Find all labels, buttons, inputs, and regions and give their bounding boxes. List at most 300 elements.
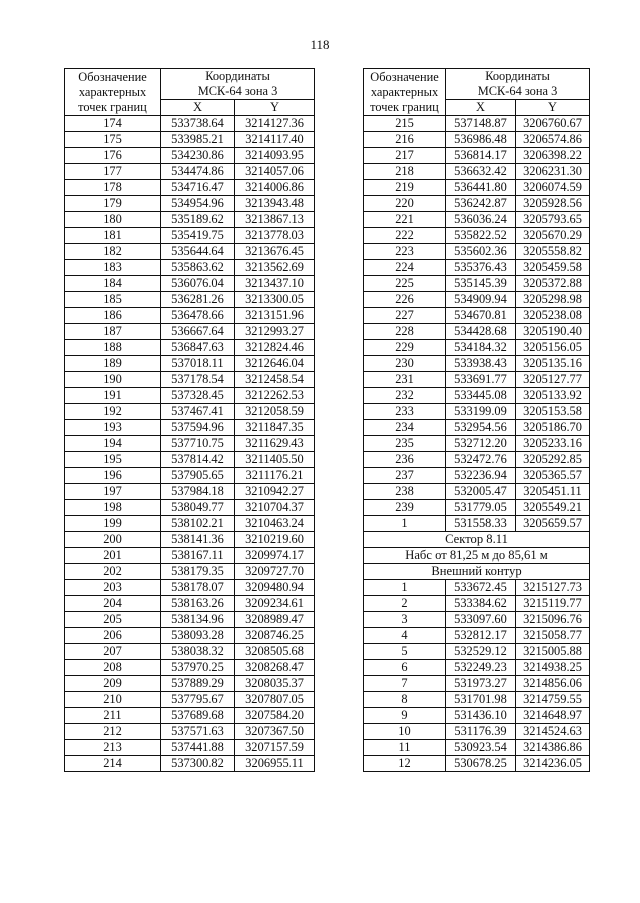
- x-coordinate-cell: 537018.11: [161, 356, 235, 372]
- table-row: [364, 372, 590, 388]
- table-row: [65, 420, 315, 436]
- point-id-cell: 225: [364, 276, 446, 292]
- point-id-cell: 11: [364, 740, 446, 756]
- x-coordinate-cell: 534184.32: [446, 340, 516, 356]
- x-coordinate-cell: 534716.47: [161, 180, 235, 196]
- point-id-cell: 196: [65, 468, 161, 484]
- point-id-cell: 189: [65, 356, 161, 372]
- x-coordinate-cell: 531779.05: [446, 500, 516, 516]
- x-coordinate-cell: 536281.26: [161, 292, 235, 308]
- y-coordinate-cell: 3205133.92: [516, 388, 590, 404]
- x-coordinate-cell: 538178.07: [161, 580, 235, 596]
- y-coordinate-cell: 3210463.24: [235, 516, 315, 532]
- x-coordinate-cell: 536478.66: [161, 308, 235, 324]
- x-coordinate-cell: 537594.96: [161, 420, 235, 436]
- x-coordinate-cell: 537905.65: [161, 468, 235, 484]
- point-id-cell: 6: [364, 660, 446, 676]
- x-coordinate-cell: 533691.77: [446, 372, 516, 388]
- table-row: [65, 500, 315, 516]
- point-id-cell: 217: [364, 148, 446, 164]
- x-coordinate-cell: 537814.42: [161, 452, 235, 468]
- y-coordinate-cell: 3205549.21: [516, 500, 590, 516]
- table-row: [65, 260, 315, 276]
- point-id-cell: 223: [364, 244, 446, 260]
- point-id-cell: 181: [65, 228, 161, 244]
- x-coordinate-cell: 530923.54: [446, 740, 516, 756]
- y-coordinate-cell: 3210942.27: [235, 484, 315, 500]
- y-coordinate-cell: 3208268.47: [235, 660, 315, 676]
- point-id-cell: 176: [65, 148, 161, 164]
- table-row: [364, 340, 590, 356]
- x-coordinate-cell: 536076.04: [161, 276, 235, 292]
- y-coordinate-cell: 3205135.16: [516, 356, 590, 372]
- y-coordinate-cell: 3207807.05: [235, 692, 315, 708]
- x-coordinate-cell: 533938.43: [446, 356, 516, 372]
- x-coordinate-cell: 531176.39: [446, 724, 516, 740]
- x-coordinate-cell: 534670.81: [446, 308, 516, 324]
- x-coordinate-cell: 537178.54: [161, 372, 235, 388]
- x-coordinate-cell: 537300.82: [161, 756, 235, 772]
- point-id-cell: 211: [65, 708, 161, 724]
- x-coordinate-cell: 538134.96: [161, 612, 235, 628]
- x-coordinate-cell: 532954.56: [446, 420, 516, 436]
- x-coordinate-cell: 537689.68: [161, 708, 235, 724]
- point-id-cell: 1: [364, 580, 446, 596]
- x-coordinate-cell: 532712.20: [446, 436, 516, 452]
- table-row: [364, 628, 590, 644]
- table-row: [364, 708, 590, 724]
- y-coordinate-cell: 3214524.63: [516, 724, 590, 740]
- x-coordinate-cell: 535419.75: [161, 228, 235, 244]
- table-row: [364, 132, 590, 148]
- point-id-cell: 221: [364, 212, 446, 228]
- point-id-cell: 3: [364, 612, 446, 628]
- coordinates-table-right: [363, 68, 590, 772]
- point-id-cell: 187: [65, 324, 161, 340]
- contour-label: Внешний контур: [364, 564, 590, 580]
- y-coordinate-cell: 3214093.95: [235, 148, 315, 164]
- table-row: [364, 756, 590, 772]
- table-row: [364, 292, 590, 308]
- y-coordinate-cell: 3215119.77: [516, 596, 590, 612]
- y-coordinate-cell: 3214759.55: [516, 692, 590, 708]
- y-coordinate-cell: 3207157.59: [235, 740, 315, 756]
- point-id-cell: 2: [364, 596, 446, 612]
- y-coordinate-cell: 3205156.05: [516, 340, 590, 356]
- x-coordinate-cell: 537467.41: [161, 404, 235, 420]
- point-id-cell: 237: [364, 468, 446, 484]
- table-row: [65, 596, 315, 612]
- x-coordinate-cell: 537889.29: [161, 676, 235, 692]
- table-row: [65, 628, 315, 644]
- y-coordinate-cell: 3206398.22: [516, 148, 590, 164]
- point-id-cell: 8: [364, 692, 446, 708]
- x-coordinate-cell: 538141.36: [161, 532, 235, 548]
- x-coordinate-cell: 530678.25: [446, 756, 516, 772]
- table-row: [65, 724, 315, 740]
- point-id-cell: 229: [364, 340, 446, 356]
- y-coordinate-cell: 3205793.65: [516, 212, 590, 228]
- y-coordinate-cell: 3215005.88: [516, 644, 590, 660]
- table-row: [65, 580, 315, 596]
- table-row: [364, 324, 590, 340]
- point-id-cell: 202: [65, 564, 161, 580]
- y-coordinate-cell: 3206074.59: [516, 180, 590, 196]
- y-coordinate-cell: 3205298.98: [516, 292, 590, 308]
- x-coordinate-cell: 537571.63: [161, 724, 235, 740]
- x-coordinate-cell: 538167.11: [161, 548, 235, 564]
- table-row: [65, 164, 315, 180]
- y-coordinate-cell: 3205670.29: [516, 228, 590, 244]
- point-id-cell: 231: [364, 372, 446, 388]
- y-coordinate-cell: 3213562.69: [235, 260, 315, 276]
- y-coordinate-cell: 3209234.61: [235, 596, 315, 612]
- table-row: [364, 148, 590, 164]
- y-coordinate-cell: 3206955.11: [235, 756, 315, 772]
- header-x: X: [161, 100, 235, 116]
- table-row: [65, 372, 315, 388]
- table-row: [364, 516, 590, 532]
- header-coordinates: Координаты МСК-64 зона 3: [161, 69, 315, 100]
- y-coordinate-cell: 3205451.11: [516, 484, 590, 500]
- point-id-cell: 191: [65, 388, 161, 404]
- table-row: [65, 388, 315, 404]
- table-row: [65, 452, 315, 468]
- table-row: [364, 436, 590, 452]
- y-coordinate-cell: 3206760.67: [516, 116, 590, 132]
- x-coordinate-cell: 538179.35: [161, 564, 235, 580]
- x-coordinate-cell: 537984.18: [161, 484, 235, 500]
- point-id-cell: 199: [65, 516, 161, 532]
- table-row: [65, 228, 315, 244]
- x-coordinate-cell: 538163.26: [161, 596, 235, 612]
- table-row: [65, 436, 315, 452]
- x-coordinate-cell: 535189.62: [161, 212, 235, 228]
- point-id-cell: 205: [65, 612, 161, 628]
- y-coordinate-cell: 3212824.46: [235, 340, 315, 356]
- header-x: X: [446, 100, 516, 116]
- table-row: [364, 356, 590, 372]
- y-coordinate-cell: 3205928.56: [516, 196, 590, 212]
- table-row: [65, 564, 315, 580]
- point-id-cell: 230: [364, 356, 446, 372]
- table-row: [364, 548, 590, 564]
- table-row: [65, 276, 315, 292]
- point-id-cell: 219: [364, 180, 446, 196]
- table-row: [65, 244, 315, 260]
- point-id-cell: 212: [65, 724, 161, 740]
- table-row: [65, 516, 315, 532]
- y-coordinate-cell: 3205459.58: [516, 260, 590, 276]
- point-id-cell: 207: [65, 644, 161, 660]
- x-coordinate-cell: 533097.60: [446, 612, 516, 628]
- y-coordinate-cell: 3207367.50: [235, 724, 315, 740]
- point-id-cell: 186: [65, 308, 161, 324]
- point-id-cell: 178: [65, 180, 161, 196]
- x-coordinate-cell: 534474.86: [161, 164, 235, 180]
- table-row: [364, 244, 590, 260]
- y-coordinate-cell: 3211176.21: [235, 468, 315, 484]
- x-coordinate-cell: 535863.62: [161, 260, 235, 276]
- x-coordinate-cell: 536847.63: [161, 340, 235, 356]
- point-id-cell: 233: [364, 404, 446, 420]
- x-coordinate-cell: 538038.32: [161, 644, 235, 660]
- x-coordinate-cell: 536632.42: [446, 164, 516, 180]
- point-id-cell: 216: [364, 132, 446, 148]
- y-coordinate-cell: 3214006.86: [235, 180, 315, 196]
- point-id-cell: 177: [65, 164, 161, 180]
- point-id-cell: 183: [65, 260, 161, 276]
- x-coordinate-cell: 536667.64: [161, 324, 235, 340]
- y-coordinate-cell: 3213867.13: [235, 212, 315, 228]
- x-coordinate-cell: 535822.52: [446, 228, 516, 244]
- point-id-cell: 203: [65, 580, 161, 596]
- point-id-cell: 195: [65, 452, 161, 468]
- point-id-cell: 228: [364, 324, 446, 340]
- y-coordinate-cell: 3208505.68: [235, 644, 315, 660]
- header-point-designation: Обозначение характерных точек границ: [65, 69, 161, 116]
- x-coordinate-cell: 534428.68: [446, 324, 516, 340]
- point-id-cell: 236: [364, 452, 446, 468]
- table-row: [364, 196, 590, 212]
- point-id-cell: 7: [364, 676, 446, 692]
- x-coordinate-cell: 537970.25: [161, 660, 235, 676]
- y-coordinate-cell: 3205186.70: [516, 420, 590, 436]
- point-id-cell: 10: [364, 724, 446, 740]
- x-coordinate-cell: 537795.67: [161, 692, 235, 708]
- point-id-cell: 206: [65, 628, 161, 644]
- y-coordinate-cell: 3215096.76: [516, 612, 590, 628]
- point-id-cell: 201: [65, 548, 161, 564]
- y-coordinate-cell: 3211405.50: [235, 452, 315, 468]
- y-coordinate-cell: 3212646.04: [235, 356, 315, 372]
- y-coordinate-cell: 3205127.77: [516, 372, 590, 388]
- table-row: [65, 324, 315, 340]
- x-coordinate-cell: 536242.87: [446, 196, 516, 212]
- point-id-cell: 213: [65, 740, 161, 756]
- table-row: [364, 724, 590, 740]
- y-coordinate-cell: 3205233.16: [516, 436, 590, 452]
- table-row: [364, 404, 590, 420]
- y-coordinate-cell: 3214127.36: [235, 116, 315, 132]
- point-id-cell: 224: [364, 260, 446, 276]
- y-coordinate-cell: 3213300.05: [235, 292, 315, 308]
- x-coordinate-cell: 531436.10: [446, 708, 516, 724]
- y-coordinate-cell: 3214236.05: [516, 756, 590, 772]
- point-id-cell: 208: [65, 660, 161, 676]
- x-coordinate-cell: 533384.62: [446, 596, 516, 612]
- sector-height-range: Набс от 81,25 м до 85,61 м: [364, 548, 590, 564]
- header-y: Y: [516, 100, 590, 116]
- y-coordinate-cell: 3212058.59: [235, 404, 315, 420]
- table-row: [364, 420, 590, 436]
- table-row: [364, 212, 590, 228]
- table-row: [65, 180, 315, 196]
- x-coordinate-cell: 531558.33: [446, 516, 516, 532]
- y-coordinate-cell: 3215058.77: [516, 628, 590, 644]
- y-coordinate-cell: 3214057.06: [235, 164, 315, 180]
- x-coordinate-cell: 532529.12: [446, 644, 516, 660]
- y-coordinate-cell: 3214386.86: [516, 740, 590, 756]
- y-coordinate-cell: 3207584.20: [235, 708, 315, 724]
- y-coordinate-cell: 3209480.94: [235, 580, 315, 596]
- y-coordinate-cell: 3212262.53: [235, 388, 315, 404]
- table-row: [364, 692, 590, 708]
- table-row: [364, 228, 590, 244]
- point-id-cell: 1: [364, 516, 446, 532]
- x-coordinate-cell: 538049.77: [161, 500, 235, 516]
- x-coordinate-cell: 533738.64: [161, 116, 235, 132]
- point-id-cell: 179: [65, 196, 161, 212]
- y-coordinate-cell: 3205365.57: [516, 468, 590, 484]
- header-point-designation: Обозначение характерных точек границ: [364, 69, 446, 116]
- table-row: [364, 180, 590, 196]
- point-id-cell: 226: [364, 292, 446, 308]
- y-coordinate-cell: 3209974.17: [235, 548, 315, 564]
- table-row: [65, 612, 315, 628]
- point-id-cell: 174: [65, 116, 161, 132]
- coordinates-table-left: [64, 68, 315, 772]
- x-coordinate-cell: 535602.36: [446, 244, 516, 260]
- point-id-cell: 204: [65, 596, 161, 612]
- table-row: [65, 132, 315, 148]
- point-id-cell: 175: [65, 132, 161, 148]
- table-row: [65, 756, 315, 772]
- x-coordinate-cell: 533985.21: [161, 132, 235, 148]
- x-coordinate-cell: 532812.17: [446, 628, 516, 644]
- point-id-cell: 227: [364, 308, 446, 324]
- x-coordinate-cell: 535644.64: [161, 244, 235, 260]
- sector-title: Сектор 8.11: [364, 532, 590, 548]
- table-row: [364, 644, 590, 660]
- point-id-cell: 197: [65, 484, 161, 500]
- header-y: Y: [235, 100, 315, 116]
- x-coordinate-cell: 536814.17: [446, 148, 516, 164]
- point-id-cell: 215: [364, 116, 446, 132]
- y-coordinate-cell: 3214117.40: [235, 132, 315, 148]
- x-coordinate-cell: 532005.47: [446, 484, 516, 500]
- table-row: [65, 356, 315, 372]
- x-coordinate-cell: 533672.45: [446, 580, 516, 596]
- table-row: [364, 452, 590, 468]
- y-coordinate-cell: 3212458.54: [235, 372, 315, 388]
- y-coordinate-cell: 3205292.85: [516, 452, 590, 468]
- table-row: [65, 212, 315, 228]
- y-coordinate-cell: 3205558.82: [516, 244, 590, 260]
- x-coordinate-cell: 537148.87: [446, 116, 516, 132]
- point-id-cell: 235: [364, 436, 446, 452]
- table-row: [65, 116, 315, 132]
- table-row: [364, 564, 590, 580]
- y-coordinate-cell: 3214648.97: [516, 708, 590, 724]
- table-row: [65, 340, 315, 356]
- x-coordinate-cell: 536441.80: [446, 180, 516, 196]
- x-coordinate-cell: 531701.98: [446, 692, 516, 708]
- y-coordinate-cell: 3211629.43: [235, 436, 315, 452]
- table-row: [65, 548, 315, 564]
- y-coordinate-cell: 3208746.25: [235, 628, 315, 644]
- table-row: [364, 596, 590, 612]
- y-coordinate-cell: 3210704.37: [235, 500, 315, 516]
- point-id-cell: 238: [364, 484, 446, 500]
- table-row: [65, 692, 315, 708]
- table-row: [65, 308, 315, 324]
- y-coordinate-cell: 3213676.45: [235, 244, 315, 260]
- y-coordinate-cell: 3213943.48: [235, 196, 315, 212]
- y-coordinate-cell: 3213778.03: [235, 228, 315, 244]
- x-coordinate-cell: 531973.27: [446, 676, 516, 692]
- point-id-cell: 192: [65, 404, 161, 420]
- x-coordinate-cell: 538093.28: [161, 628, 235, 644]
- point-id-cell: 200: [65, 532, 161, 548]
- point-id-cell: 214: [65, 756, 161, 772]
- y-coordinate-cell: 3209727.70: [235, 564, 315, 580]
- point-id-cell: 9: [364, 708, 446, 724]
- x-coordinate-cell: 536036.24: [446, 212, 516, 228]
- y-coordinate-cell: 3215127.73: [516, 580, 590, 596]
- x-coordinate-cell: 533445.08: [446, 388, 516, 404]
- table-row: [364, 580, 590, 596]
- table-row: [364, 116, 590, 132]
- y-coordinate-cell: 3205238.08: [516, 308, 590, 324]
- y-coordinate-cell: 3206231.30: [516, 164, 590, 180]
- x-coordinate-cell: 535145.39: [446, 276, 516, 292]
- point-id-cell: 188: [65, 340, 161, 356]
- table-row: [65, 484, 315, 500]
- x-coordinate-cell: 534909.94: [446, 292, 516, 308]
- x-coordinate-cell: 537710.75: [161, 436, 235, 452]
- y-coordinate-cell: 3205190.40: [516, 324, 590, 340]
- table-row: [65, 740, 315, 756]
- y-coordinate-cell: 3205659.57: [516, 516, 590, 532]
- y-coordinate-cell: 3213437.10: [235, 276, 315, 292]
- table-row: [65, 468, 315, 484]
- point-id-cell: 182: [65, 244, 161, 260]
- table-row: [364, 612, 590, 628]
- point-id-cell: 185: [65, 292, 161, 308]
- point-id-cell: 190: [65, 372, 161, 388]
- table-row: [65, 660, 315, 676]
- y-coordinate-cell: 3206574.86: [516, 132, 590, 148]
- x-coordinate-cell: 535376.43: [446, 260, 516, 276]
- page-number: 118: [310, 37, 330, 52]
- x-coordinate-cell: 534230.86: [161, 148, 235, 164]
- point-id-cell: 210: [65, 692, 161, 708]
- table-row: [364, 308, 590, 324]
- x-coordinate-cell: 532472.76: [446, 452, 516, 468]
- y-coordinate-cell: 3210219.60: [235, 532, 315, 548]
- x-coordinate-cell: 533199.09: [446, 404, 516, 420]
- x-coordinate-cell: 537328.45: [161, 388, 235, 404]
- x-coordinate-cell: 532249.23: [446, 660, 516, 676]
- y-coordinate-cell: 3208035.37: [235, 676, 315, 692]
- x-coordinate-cell: 532236.94: [446, 468, 516, 484]
- y-coordinate-cell: 3205372.88: [516, 276, 590, 292]
- point-id-cell: 239: [364, 500, 446, 516]
- table-row: [65, 644, 315, 660]
- table-row: [364, 276, 590, 292]
- table-row: [364, 740, 590, 756]
- point-id-cell: 234: [364, 420, 446, 436]
- point-id-cell: 5: [364, 644, 446, 660]
- point-id-cell: 220: [364, 196, 446, 212]
- point-id-cell: 12: [364, 756, 446, 772]
- table-row: [65, 292, 315, 308]
- y-coordinate-cell: 3208989.47: [235, 612, 315, 628]
- point-id-cell: 180: [65, 212, 161, 228]
- y-coordinate-cell: 3214856.06: [516, 676, 590, 692]
- table-row: [65, 532, 315, 548]
